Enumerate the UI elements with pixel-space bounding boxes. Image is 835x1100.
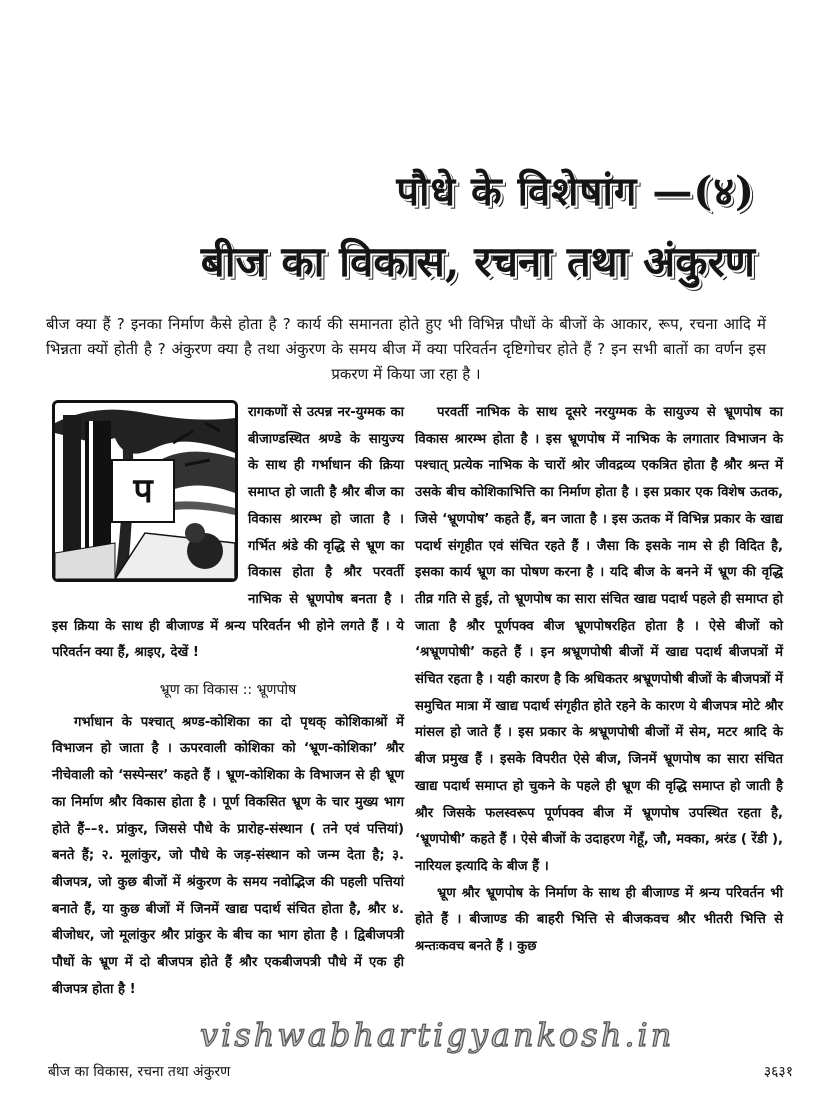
chapter-title-line-2: बीज का विकास, रचना तथा अंकुरण <box>200 237 755 286</box>
section-subheading: भ्रूण का विकास :: भ्रूणपोष <box>159 682 297 699</box>
running-footer-title: बीज का विकास, रचना तथा अंकुरण <box>48 1064 231 1080</box>
dropcap-letter: प <box>111 459 175 523</box>
intro-paragraph: बीज क्या हैं ? इनका निर्माण कैसे होता है ? कार्य की समानता होते हुए भी विभिन्न पौधों के बीजों के आकार, रूप, रचना आदि में भिन्नता क्यों होती है ? अंकुरण क्या है तथा अंकुरण के समय बीज में क्या परिवर्तन दृष्टिगोचर होते हैं ? इन सभी बातों का वर्णन इस प्रकरण में किया जा रहा है । <box>46 315 766 383</box>
right-para-1: परवर्ती नाभिक के साथ दूसरे नरयुग्मक के सायुज्य से भ्रूणपोष का विकास श्रारम्भ होता है । इस भ्रूणपोष में नाभिक के लगातार विभाजन के पश्चात् प्रत्येक नाभिक के चारों श्रोर जीवद्रव्य एकत्रित होता है श्रौर श्रन्त में उसके बीच कोशिकाभित्ति का निर्माण होता है । इस प्रकार एक विशेष ऊतक, जिसे ‘भ्रूणपोष’ कहते हैं, बन जाता है । इस ऊतक में विभिन्न प्रकार के खाद्य पदार्थ संगृहीत एवं संचित रहते हैं । जैसा कि इसके नाम से ही विदित है, इसका कार्य भ्रूण का पोषण करना है । यदि बीज के बनने में भ्रूण की वृद्धि तीव्र गति से हुई, तो भ्रूणपोष का सारा संचित खाद्य पदार्थ पहले ही समाप्त हो जाता है श्रौर पूर्णपक्व बीज भ्रूणपोषरहित होता है । ऐसे बीजों को ‘श्रभ्रूणपोषी’ कहते हैं । इन श्रभ्रूणपोषी बीजों में खाद्य पदार्थ बीजपत्रों में संचित रहता है । यही कारण है कि श्रधिकतर श्रभ्रूणपोषी बीजों के बीजपत्रों में समुचित मात्रा में खाद्य पदार्थ संगृहीत होते रहने के कारण ये बीजपत्र मोटे श्रौर मांसल हो जाते हैं । इस प्रकार के श्रभ्रूणपोषी बीजों में सेम, मटर श्रादि के बीज प्रमुख हैं । इसके विपरीत ऐसे बीज, जिनमें भ्रूणपोष का सारा संचित खाद्य पदार्थ समाप्त हो चुकने के पहले ही भ्रूण की वृद्धि समाप्त हो जाती है श्रौर जिसके फलस्वरूप पूर्णपक्व बीज में भ्रूणपोष उपस्थित रहता है, ‘भ्रूणपोषी’ कहते हैं । ऐसे बीजों के उदाहरण गेहूँ, जौ, मक्का, श्ररंड ( रेंडी ), नारियल इत्यादि के बीज हैं । <box>415 405 783 874</box>
chapter-title-line-1: पौधे के विशेषांग —(४) <box>396 168 755 215</box>
left-para-1: रागकणों से उत्पन्न नर-युग्मक का बीजाण्डस्थित श्रण्डे के सायुज्य के साथ ही गर्भाधान की क्रिया समाप्त हो जाती है श्रौर बीज का विकास श्रारम्भ हो जाता है । गर्भित श्रंडे की वृद्धि से भ्रूण का विकास होता है श्रौर परवर्ती नाभिक से भ्रूणपोष बनता है । इस क्रिया के साथ ही बीजाण्ड में श्रन्य परिवर्तन भी होने लगते हैं । ये परिवर्तन क्या हैं, श्राइए, देखें ! <box>52 405 404 661</box>
left-para-2: गर्भाधान के पश्चात् श्रण्ड-कोशिका का दो पृथक् कोशिकाश्रों में विभाजन हो जाता है । ऊपरवाली कोशिका को ‘भ्रूण-कोशिका’ श्रौर नीचेवाली को ‘सस्पेन्सर’ कहते हैं । भ्रूण-कोशिका के विभाजन से ही भ्रूण का निर्माण श्रौर विकास होता है । पूर्ण विकसित भ्रूण के चार मुख्य भाग होते हैं––१. प्रांकुर, जिससे पौधे के प्रारोह-संस्थान ( तने एवं पत्तियां) बनते हैं; २. मूलांकुर, जो पौधे के जड़-संस्थान को जन्म देता है; ३. बीजपत्र, जो कुछ बीजों में श्रंकुरण के समय नवोद्भिज की पहली पत्तियां बनाते हैं, या कुछ बीजों में जिनमें खाद्य पदार्थ संचित होता है, श्रौर ४. बीजोधर, जो मूलांकुर श्रौर प्रांकुर के बीच का भाग होता है । द्विबीजपत्री पौधों के भ्रूण में दो बीजपत्र होते हैं श्रौर एकबीजपत्री पौधे में एक ही बीजपत्र होता है ! <box>52 714 404 997</box>
page-number: ३६३१ <box>763 1064 793 1080</box>
left-column <box>52 400 404 1003</box>
watermark: vishwabhartigyankosh.in <box>200 1016 675 1054</box>
dropcap-illustration <box>52 400 238 582</box>
right-column <box>415 400 783 961</box>
right-para-2: भ्रूण श्रौर भ्रूणपोष के निर्माण के साथ ही बीजाण्ड में श्रन्य परिवर्तन भी होते हैं । बीजाण्ड की बाहरी भित्ति से बीजकवच श्रौर भीतरी भित्ति से श्रन्तःकवच बनते हैं । कुछ <box>415 885 783 955</box>
